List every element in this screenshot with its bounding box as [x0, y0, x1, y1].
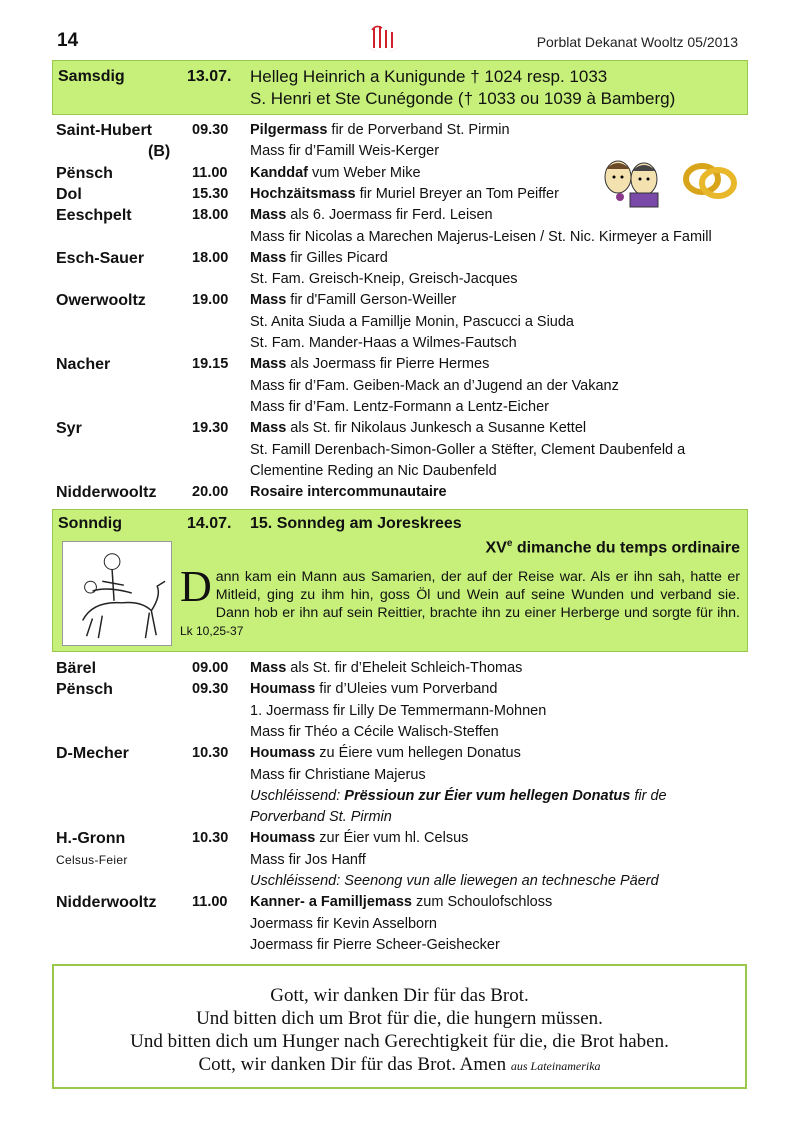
prayer-line-1: Gott, wir danken Dir für das Brot.: [270, 985, 529, 1006]
service-description: Mass fir d’Fam. Geiben-Mack an d’Jugend an der Vakanz: [250, 377, 619, 394]
service-description: Mass fir d’Fam. Lentz-Formann a Lentz-Eicher: [250, 398, 549, 415]
service-type: Mass: [250, 660, 287, 676]
place-name: D-Mecher: [56, 745, 129, 763]
sunday-day: Sonndig: [58, 515, 122, 532]
schedule-row: [0, 482, 800, 503]
gospel-dropcap: D: [180, 562, 212, 611]
service-time: 10.30: [192, 830, 229, 847]
schedule-row: [0, 765, 800, 786]
good-samaritan-illustration: [62, 541, 172, 646]
schedule-row: [0, 828, 800, 849]
schedule-row: [0, 397, 800, 418]
service-description: Pilgermass fir de Porverband St. Pirmin: [250, 122, 510, 138]
service-description: Mass fir d'Famill Gerson-Weiller: [250, 292, 457, 309]
place-name: Nacher: [56, 356, 111, 374]
place-name: Pënsch: [56, 164, 113, 182]
diocese-logo-icon: [362, 22, 404, 60]
schedule-row: [0, 312, 800, 333]
service-time: 11.00: [192, 894, 228, 911]
service-type: Kanddaf: [250, 164, 308, 181]
service-type: Houmass: [250, 830, 316, 847]
sunday-date: 14.07.: [187, 515, 232, 532]
service-description: St. Fam. Mander-Haas a Wilmes-Fautsch: [250, 335, 517, 351]
schedule-row: [0, 786, 800, 807]
service-type: Houmass: [250, 745, 316, 762]
service-type: Houmass: [250, 681, 316, 698]
service-description: Mass fir Gilles Picard: [250, 249, 388, 266]
schedule-row: [0, 227, 800, 248]
service-description: St. Famill Derenbach-Simon-Goller a Stëfter, Clement Daubenfeld a: [250, 441, 686, 458]
service-description: Kanddaf vum Weber Mike: [250, 164, 421, 181]
place-name: Esch-Sauer: [56, 249, 145, 267]
page-number: 14: [57, 30, 79, 51]
schedule-row: [0, 935, 800, 956]
service-type: Kanner- a Familljemass: [250, 894, 412, 911]
saturday-date: 13.07.: [187, 68, 232, 85]
schedule-row: [0, 354, 800, 375]
service-time: 09.30: [192, 681, 229, 698]
service-time: 19.30: [192, 420, 229, 437]
place-name: Saint-Hubert: [56, 122, 152, 139]
service-type: Mass: [250, 249, 287, 266]
place-name: Dol: [56, 185, 82, 203]
prayer-text: [54, 984, 745, 1078]
place-name: Pënsch: [56, 681, 113, 699]
children-illustration-icon: [598, 157, 664, 209]
saturday-feast-line-2: S. Henri et Ste Cunégonde († 1033 ou 1039 à Bamberg): [250, 89, 676, 108]
schedule-row: [0, 807, 800, 828]
sunday-subtitle: XVe dimanche du temps ordinaire: [485, 538, 740, 557]
service-time: 09.00: [192, 660, 229, 676]
service-description: Porverband St. Pirmin: [250, 809, 392, 826]
place-name: Eeschpelt: [56, 207, 132, 225]
service-time: 18.00: [192, 207, 229, 224]
publication-title: Porblat Dekanat Wooltz 05/2013: [536, 34, 738, 50]
service-description: Kanner- a Familljemass zum Schoulofschloss: [250, 894, 553, 911]
service-description: Houmass fir d’Uleies vum Porverband: [250, 681, 498, 698]
schedule-row: [0, 376, 800, 397]
place-name: Celsus-Feier: [56, 852, 128, 867]
service-type: Rosaire intercommunautaire: [250, 484, 447, 501]
schedule-row: [0, 850, 800, 871]
service-description: Mass fir d’Famill Weis-Kerger: [250, 143, 440, 160]
service-time: 19.00: [192, 292, 229, 309]
service-description: Uschléissend: Seenong vun alle liewegen an technesche Päerd: [250, 873, 659, 889]
schedule-row: [0, 333, 800, 354]
prayer-source: aus Lateinamerika: [510, 1059, 601, 1073]
service-description: St. Fam. Greisch-Kneip, Greisch-Jacques: [250, 271, 518, 288]
saturday-feast-line-1: Helleg Heinrich a Kunigunde † 1024 resp. 1033: [250, 67, 608, 86]
place-name: Bärel: [56, 660, 97, 677]
service-description: Clementine Reding an Nic Daubenfeld: [250, 462, 497, 479]
gospel-text: ann kam ein Mann aus Samarien, der auf der Reise war. Als er ihn sah, hatte er Mitleid, ging zu ihm hin, goss Öl und Wein auf seine Wunden und verband sie. Dann hob er ihn auf sein Reittier, brachte ihn zu einer Herberge und sorgte für ihn.: [215, 569, 740, 621]
schedule-row: [0, 871, 800, 892]
service-description: Houmass zur Éier vum hl. Celsus: [250, 830, 469, 847]
service-description: Hochzäitsmass fir Muriel Breyer an Tom Peiffer: [250, 185, 559, 202]
service-description: Mass fir Nicolas a Marechen Majerus-Leisen / St. Nic. Kirmeyer a Famill: [250, 228, 712, 245]
wedding-rings-icon: [680, 153, 740, 203]
service-description: Houmass zu Éiere vum hellegen Donatus: [250, 745, 521, 762]
prayer-box: [52, 964, 747, 1089]
schedule-row: [0, 120, 800, 141]
service-time: 15.30: [192, 185, 229, 202]
service-type: Mass: [250, 420, 287, 437]
schedule-row: [0, 743, 800, 764]
schedule-row: [0, 440, 800, 461]
place-name: Nidderwooltz: [56, 484, 157, 502]
service-description: Mass fir Théo a Cécile Walisch-Steffen: [250, 723, 499, 740]
prayer-line-2: Und bitten dich um Brot für die, die hungern müssen.: [196, 1008, 603, 1029]
schedule-row: [0, 892, 800, 913]
service-description: Mass als 6. Joermass fir Ferd. Leisen: [250, 207, 493, 224]
gospel-passage: [180, 562, 740, 640]
place-name: H.-Gronn: [56, 830, 126, 848]
place-name: (B): [148, 143, 171, 161]
schedule-row: [0, 205, 800, 226]
schedule-row: [0, 679, 800, 700]
service-description: Joermass fir Pierre Scheer-Geishecker: [250, 936, 500, 953]
service-type: Mass: [250, 292, 287, 309]
schedule-row: [0, 248, 800, 269]
service-description: Mass fir Christiane Majerus: [250, 766, 426, 783]
prayer-line-4: Cott, wir danken Dir für das Brot. Amen aus Lateinamerika: [198, 1054, 601, 1075]
service-time: 10.30: [192, 745, 229, 762]
service-type: Mass: [250, 207, 287, 224]
service-description: St. Anita Siuda a Famillje Monin, Pascucci a Siuda: [250, 313, 574, 330]
service-time: 11.00: [192, 164, 228, 181]
schedule-row: [0, 418, 800, 439]
service-description: Joermass fir Kevin Asselborn: [250, 915, 437, 932]
schedule-row: [0, 290, 800, 311]
schedule-row: [0, 461, 800, 482]
service-type: Mass: [250, 356, 287, 373]
sunday-title: 15. Sonndeg am Joreskrees: [250, 515, 462, 532]
service-time: 20.00: [192, 484, 229, 501]
saturday-day: Samsdig: [58, 68, 125, 85]
service-description: Mass als St. fir Nikolaus Junkesch a Susanne Kettel: [250, 420, 587, 437]
service-description: 1. Joermass fir Lilly De Temmermann-Mohnen: [250, 702, 547, 719]
schedule-row: [0, 658, 800, 679]
schedule-row: [0, 701, 800, 722]
place-name: Nidderwooltz: [56, 894, 157, 912]
prayer-line-3: Und bitten dich um Hunger nach Gerechtigkeit für die, die Brot haben.: [130, 1031, 669, 1052]
gospel-reference: Lk 10,25-37: [180, 624, 244, 638]
service-description: Mass als St. fir d’Eheleit Schleich-Thomas: [250, 660, 523, 676]
service-description: Mass fir Jos Hanff: [250, 851, 366, 868]
service-description: Mass als Joermass fir Pierre Hermes: [250, 356, 490, 373]
schedule-row: [0, 914, 800, 935]
place-name: Owerwooltz: [56, 292, 146, 310]
service-description: [250, 482, 447, 503]
service-time: 18.00: [192, 249, 229, 266]
schedule-row: [0, 269, 800, 290]
service-type: Hochzäitsmass: [250, 185, 356, 202]
service-time: 09.30: [192, 122, 229, 138]
service-description: Uschléissend: Prëssioun zur Éier vum hellegen Donatus fir de: [250, 787, 667, 804]
service-type: Pilgermass: [250, 122, 328, 138]
service-time: 19.15: [192, 356, 229, 373]
schedule-row: [0, 722, 800, 743]
place-name: Syr: [56, 420, 82, 438]
